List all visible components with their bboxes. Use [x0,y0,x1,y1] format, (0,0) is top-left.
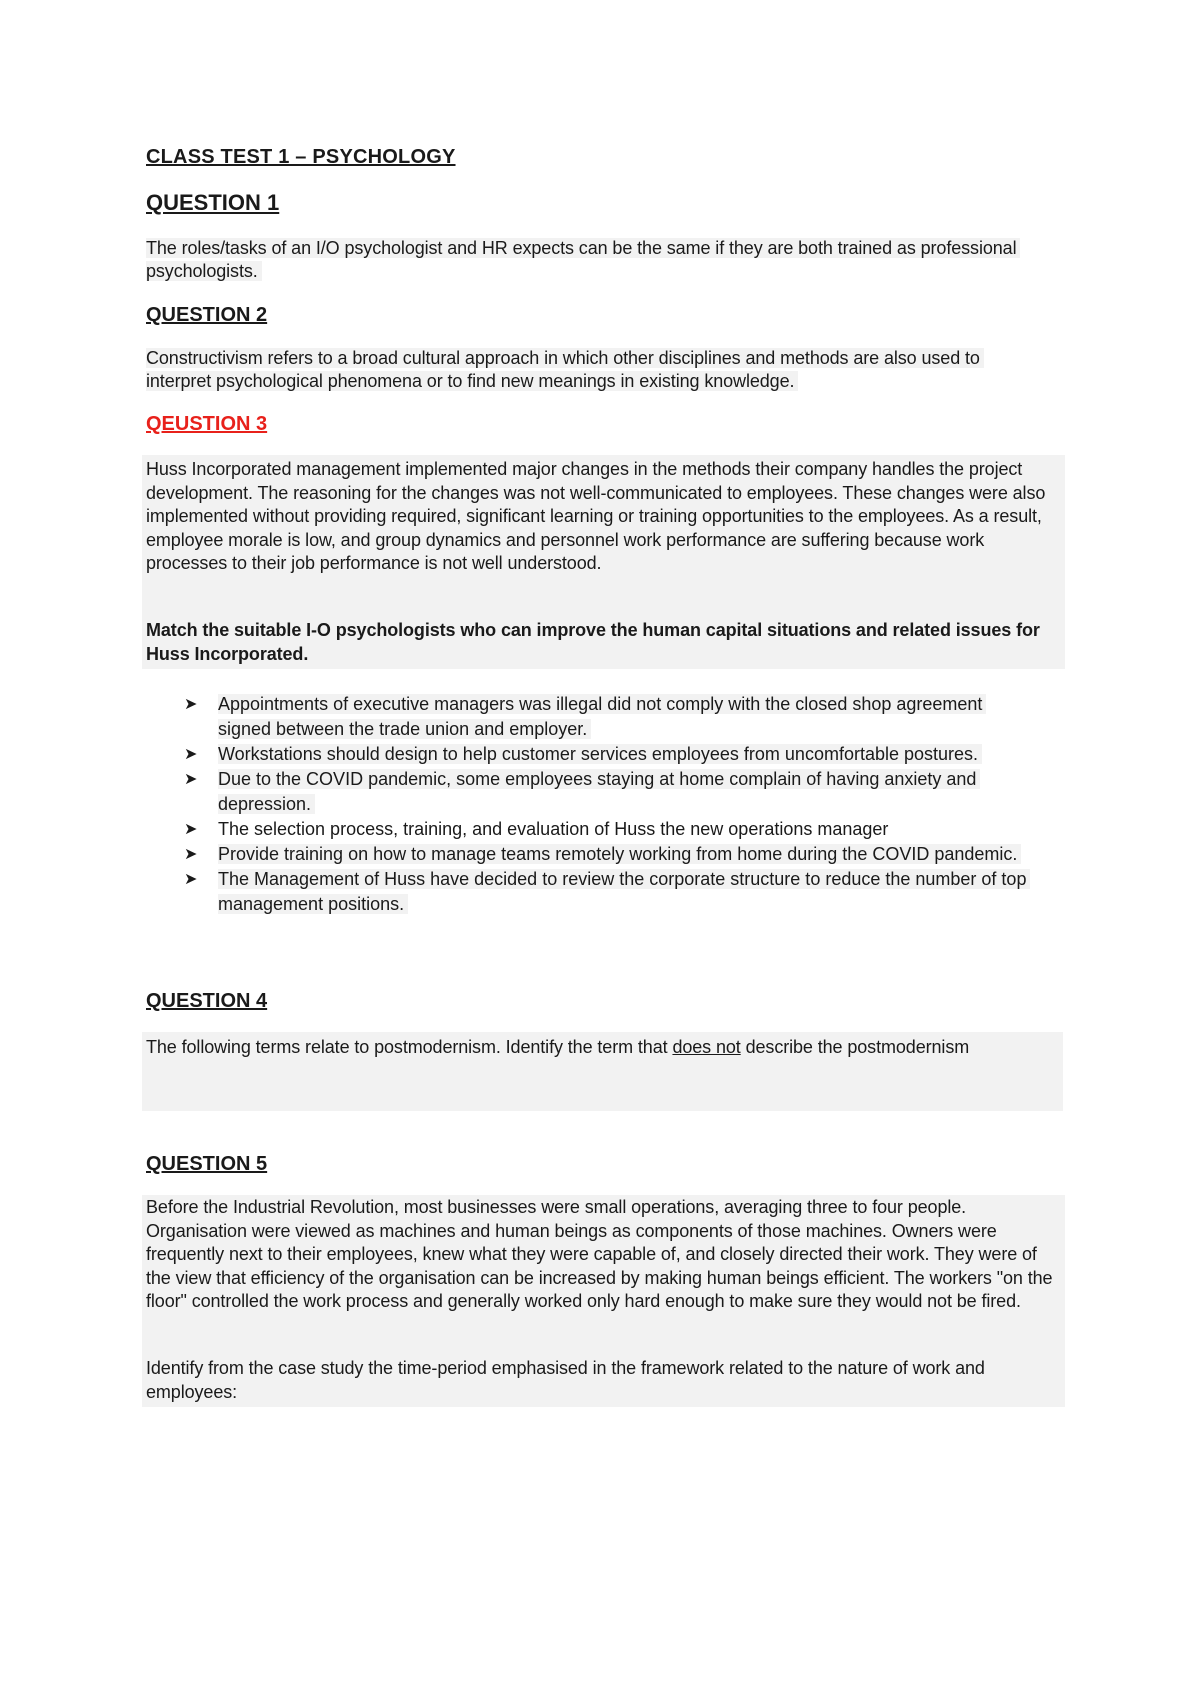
question-1-heading: QUESTION 1 [146,190,280,215]
list-item: ➤ Workstations should design to help customer services employees from uncomfortable postures. [178,742,1028,767]
question-4-heading: QUESTION 4 [146,990,268,1012]
arrow-bullet-icon: ➤ [184,746,198,763]
question-1-text [146,237,1036,283]
list-item: ➤ Due to the COVID pandemic, some employees staying at home complain of having anxiety and depression. [178,767,1068,817]
question-1-statement: The roles/tasks of an I/O psychologist and HR expects can be the same if they are both trained as professional psychologists. [146,238,1020,281]
question-3-heading: QEUSTION 3 [146,413,268,435]
list-item: ➤ Provide training on how to manage teams remotely working from home during the COVID pandemic. [178,842,1068,867]
document-title: CLASS TEST 1 – PSYCHOLOGY [146,146,456,168]
list-item: ➤ The selection process, training, and evaluation of Huss the new operations manager [178,817,1068,842]
question-5-question: Identify from the case study the time-period emphasised in the framework related to the nature of work and employees: [146,1358,985,1402]
arrow-bullet-icon: ➤ [184,871,198,888]
question-3-case-box [142,455,1065,669]
arrow-bullet-icon: ➤ [184,771,198,788]
question-5-heading: QUESTION 5 [146,1153,268,1175]
question-2-statement: Constructivism refers to a broad cultural approach in which other disciplines and methods are also used to interpret psychological phenomena or to find new meanings in existing knowledge. [146,348,984,391]
arrow-bullet-icon: ➤ [184,696,198,713]
list-item: ➤ Appointments of executive managers was illegal did not comply with the closed shop agreement signed between the trade union and employer. [178,692,1028,742]
question-4-text: The following terms relate to postmodernism. Identify the term that does not describe the postmodernism [146,1037,970,1057]
question-3-options-list [178,692,1058,917]
question-5-case-text: Before the Industrial Revolution, most businesses were small operations, averaging three to four people. Organisation were viewed as machines and human beings as components of those machines. Owners were frequently next to their employees, knew what they were capable of, and closely directed their work. They were of the view that efficiency of the organisation can be increased by making human beings efficient. The workers "on the floor" controlled the work process and generally worked only hard enough to make sure they would not be fired. [146,1197,1053,1311]
question-2-text [146,347,1036,393]
arrow-bullet-icon: ➤ [184,821,198,838]
arrow-bullet-icon: ➤ [184,846,198,863]
does-not-emphasis: does not [672,1037,741,1057]
question-3-instruction: Match the suitable I-O psychologists who can improve the human capital situations and related issues for Huss Incorporated. [146,620,1040,664]
question-4-box [142,1032,1063,1111]
question-3-case-text: Huss Incorporated management implemented major changes in the methods their company handles the project development. The reasoning for the changes was not well-communicated to employees. These changes were also implemented without providing required, significant learning or training opportunities to the employees. As a result, employee morale is low, and group dynamics and personnel work performance are suffering because work processes to their job performance is not well understood. [146,459,1046,573]
list-item: ➤ The Management of Huss have decided to review the corporate structure to reduce the number of top management positions. [178,867,1038,917]
question-2-heading: QUESTION 2 [146,304,268,326]
question-5-case-box [142,1195,1065,1407]
